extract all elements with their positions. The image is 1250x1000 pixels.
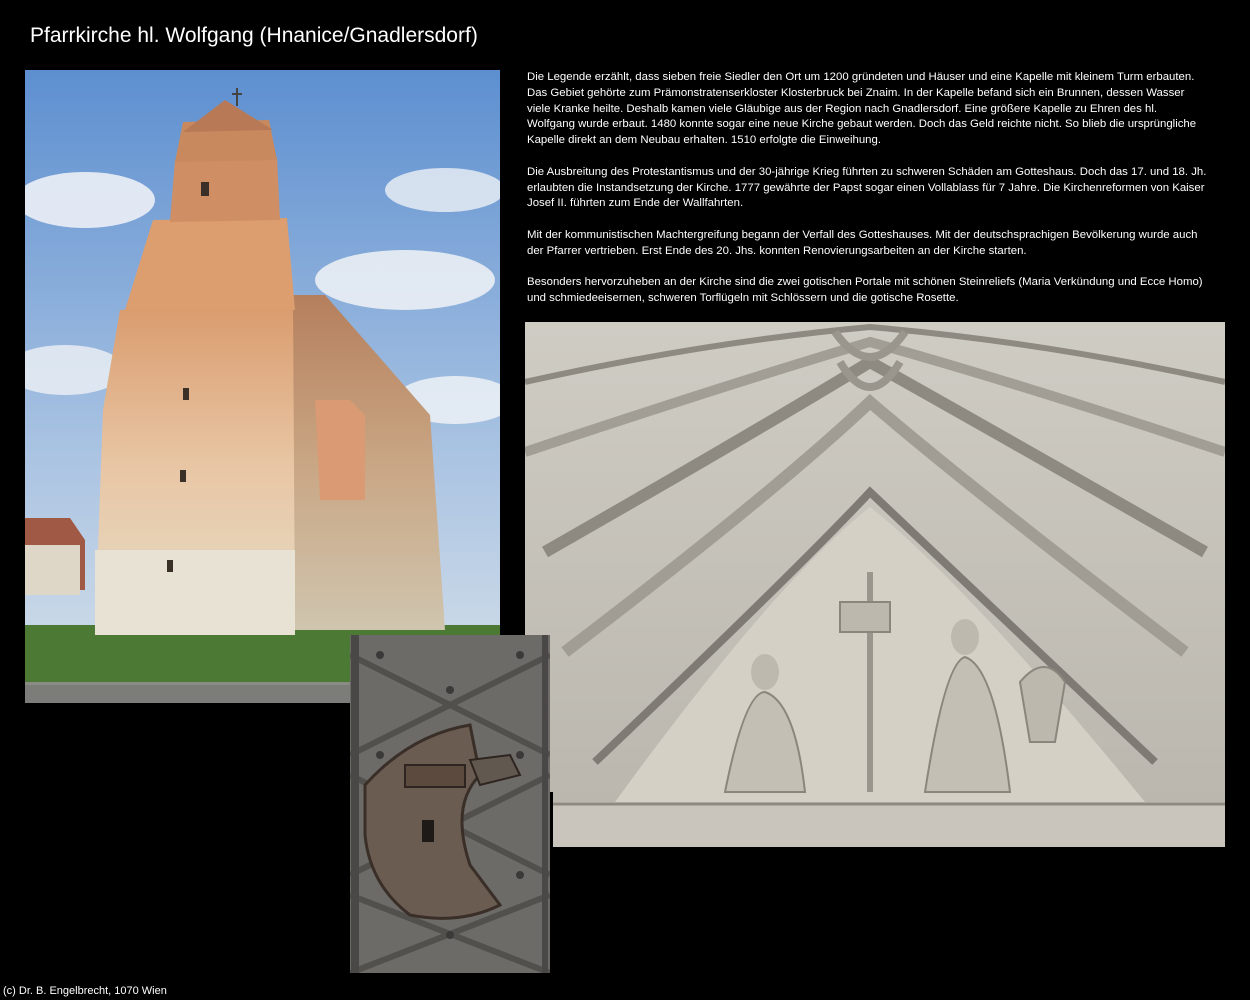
copyright-credit: (c) Dr. B. Engelbrecht, 1070 Wien [3,985,167,997]
description-paragraph-2: Die Ausbreitung des Protestantismus und der 30-jährige Krieg führten zu schweren Schäden am Gotteshaus. Doch das 17. und 18. Jh. erlaubten die Instandsetzung der Kirche. 1777 gewährte der Papst sogar einen Vollablass für 7 Jahre. Die Kirchenreformen von Kaiser Josef II. führten zum Ende der Wallfahrten. [527,165,1207,210]
page-title: Pfarrkirche hl. Wolfgang (Hnanice/Gnadlersdorf) [30,24,478,47]
description-paragraph-4: Besonders hervorzuheben an der Kirche sind die zwei gotischen Portale mit schönen Steinreliefs (Maria Verkündung und Ecce Homo) und schmiedeeisernen, schweren Torflügeln mit Schlössern und die gotische Rosette. [527,276,1203,305]
church-illustration [25,70,500,703]
description-text [527,70,1207,323]
relief-photo [525,322,1225,847]
church-photo [25,70,500,703]
tympanum-illustration [525,322,1225,847]
description-paragraph-3: Mit der kommunistischen Machtergreifung begann der Verfall des Gotteshauses. Mit der deutschsprachigen Bevölkerung wurde auch der Pfarrer vertrieben. Erst Ende des 20. Jhs. konnten Renovierungsarbeiten an der Kirche starten. [527,228,1198,257]
door-lock-illustration [350,635,550,973]
description-paragraph-1: Die Legende erzählt, dass sieben freie Siedler den Ort um 1200 gründeten und Häuser und eine Kapelle mit kleinem Turm erbauten. Das Gebiet gehörte zum Prämonstratenserkloster Klosterbruck bei Znaim. In der Kapelle befand sich ein Brunnen, dessen Wasser viele Kranke heilte. Deshalb kamen viele Gläubige aus der Region nach Gnadlersdorf. Eine größere Kapelle zu Ehren des hl. Wolfgang wurde erbaut. 1480 konnte sogar eine neue Kirche gebaut werden. Doch das Geld reichte nicht. So blieb die ursprüngliche Kapelle direkt an dem Neubau erhalten. 1510 erfolgte die Einweihung. [527,71,1197,147]
door-lock-photo [350,635,550,973]
